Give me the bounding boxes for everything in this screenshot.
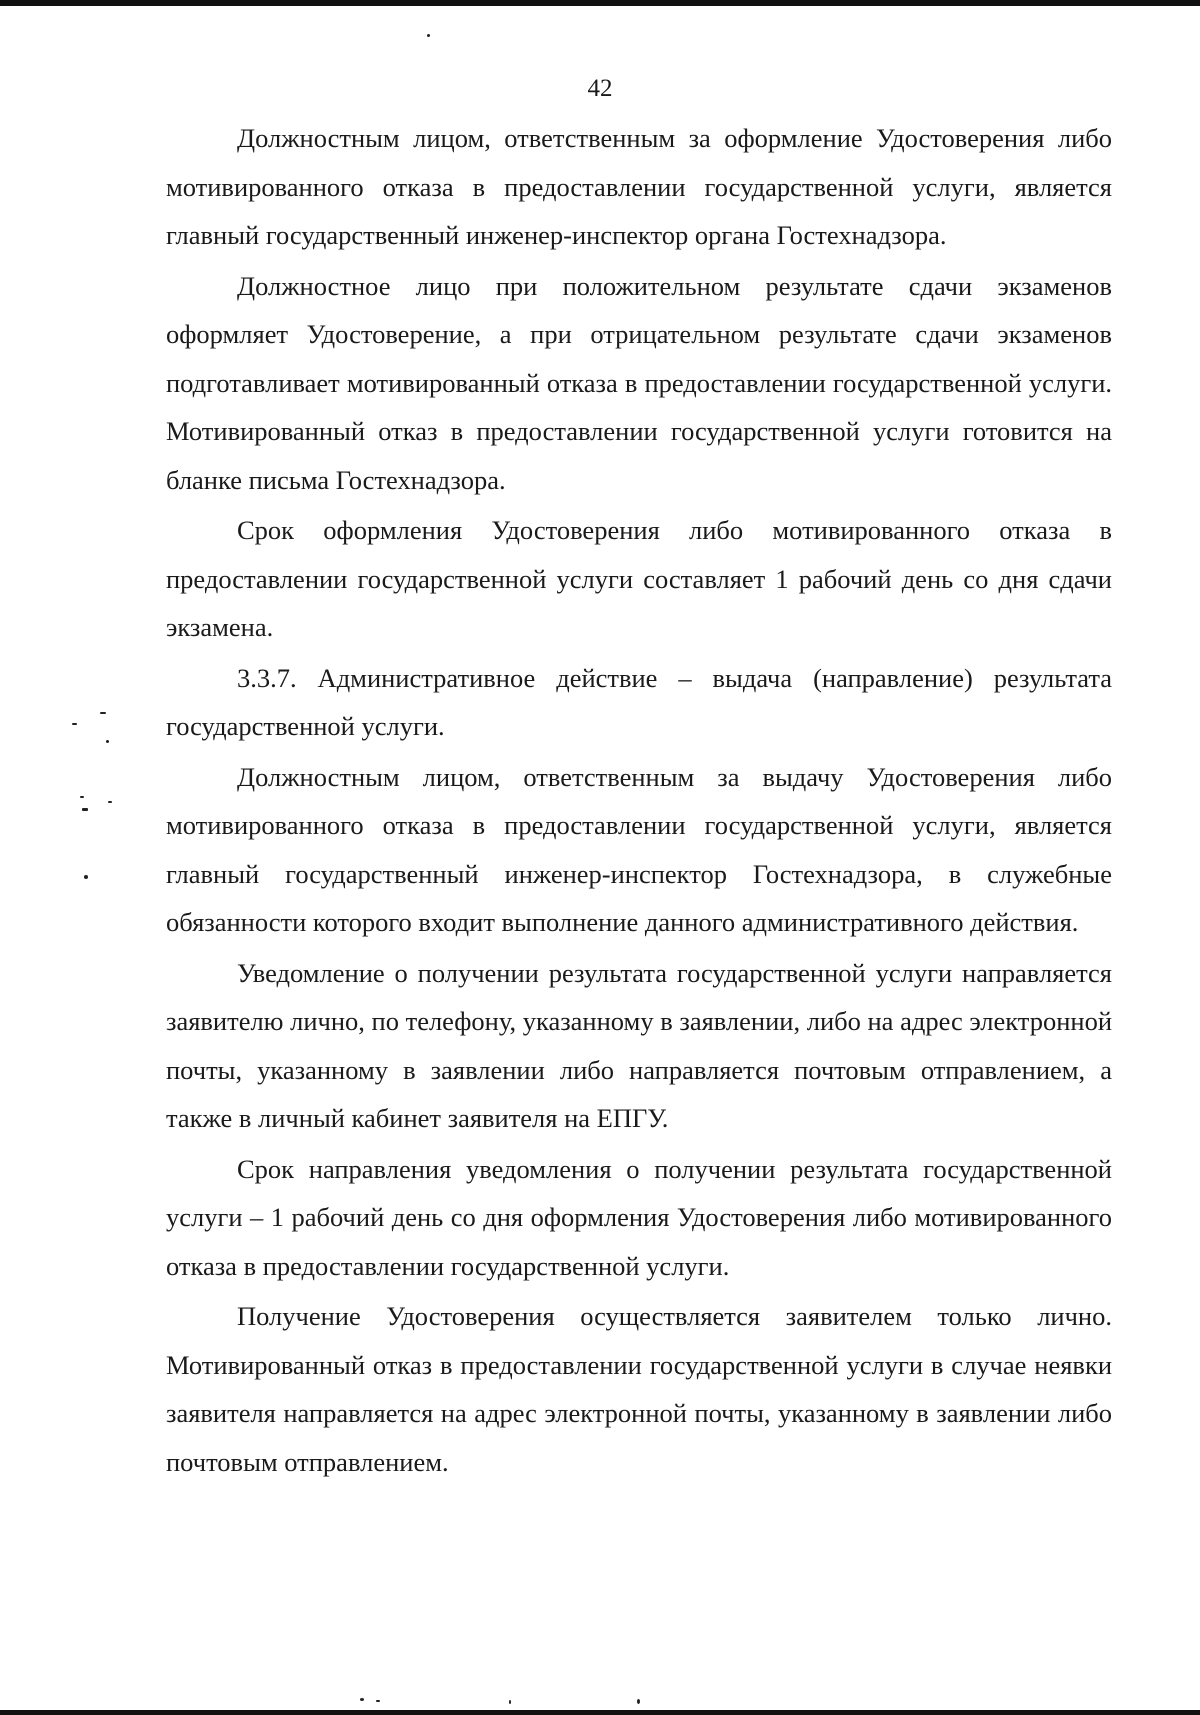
paragraph-responsible-person-delivery: Должностным лицом, ответственным за выдачу Удостоверения либо мотивированного отказа в предоставлении государственной услуги, является главный государственный инженер-инспектор Гостехнадзора, в служебные обязанности которого входит выполнение данного административного действия.	[166, 761, 1112, 937]
section-heading-3-3-7: 3.3.7. Административное действие – выдача (направление) результата государственной услуги.	[166, 662, 1112, 741]
paragraph-exam-result-processing: Должностное лицо при положительном результате сдачи экзаменов оформляет Удостоверение, а при отрицательном результате сдачи экзаменов подготавливает мотивированный отказа в предоставлении государственной услуги. Мотивированный отказ в предоставлении государственной услуги готовится на бланке письма Гостехнадзора.	[166, 270, 1112, 495]
scan-speck	[80, 796, 84, 798]
paragraph-responsible-person-issuance: Должностным лицом, ответственным за оформление Удостоверения либо мотивированного отказа в предоставлении государственной услуги, является главный государственный инженер-инспектор органа Гостехнадзора.	[166, 123, 1112, 250]
scan-edge-bottom	[0, 1710, 1200, 1715]
scan-speck	[84, 875, 88, 879]
scan-speck	[72, 723, 77, 725]
paragraph-notification-methods: Уведомление о получении результата государственной услуги направляется заявителю лично, по телефону, указанному в заявлении, либо на адрес электронной почты, указанному в заявлении либо направляется почтовым отправлением, а также в личный кабинет заявителя на ЕПГУ.	[166, 957, 1112, 1133]
scan-speck	[427, 34, 430, 37]
scan-speck	[100, 712, 106, 714]
scan-speck	[360, 1698, 364, 1701]
paragraph-notification-deadline: Срок направления уведомления о получении результата государственной услуги – 1 рабочий день со дня оформления Удостоверения либо мотивированного отказа в предоставлении государственной услуги.	[166, 1153, 1112, 1281]
page-number: 42	[587, 75, 613, 102]
scan-speck	[82, 808, 88, 811]
scan-edge-top	[0, 0, 1200, 6]
scan-speck	[108, 801, 112, 803]
document-body	[166, 114, 1112, 1486]
paragraph-issuance-deadline: Срок оформления Удостоверения либо мотивированного отказа в предоставлении государственной услуги составляет 1 рабочий день со дня сдачи экзамена.	[166, 515, 1112, 642]
scan-speck	[106, 740, 109, 743]
scan-speck	[509, 1700, 511, 1704]
paragraph-certificate-receipt: Получение Удостоверения осуществляется заявителем только лично. Мотивированный отказ в предоставлении государственной услуги в случае неявки заявителя направляется на адрес электронной почты, указанному в заявлении либо почтовым отправлением.	[166, 1301, 1112, 1477]
scan-speck	[376, 1700, 380, 1702]
scan-speck	[637, 1699, 640, 1704]
